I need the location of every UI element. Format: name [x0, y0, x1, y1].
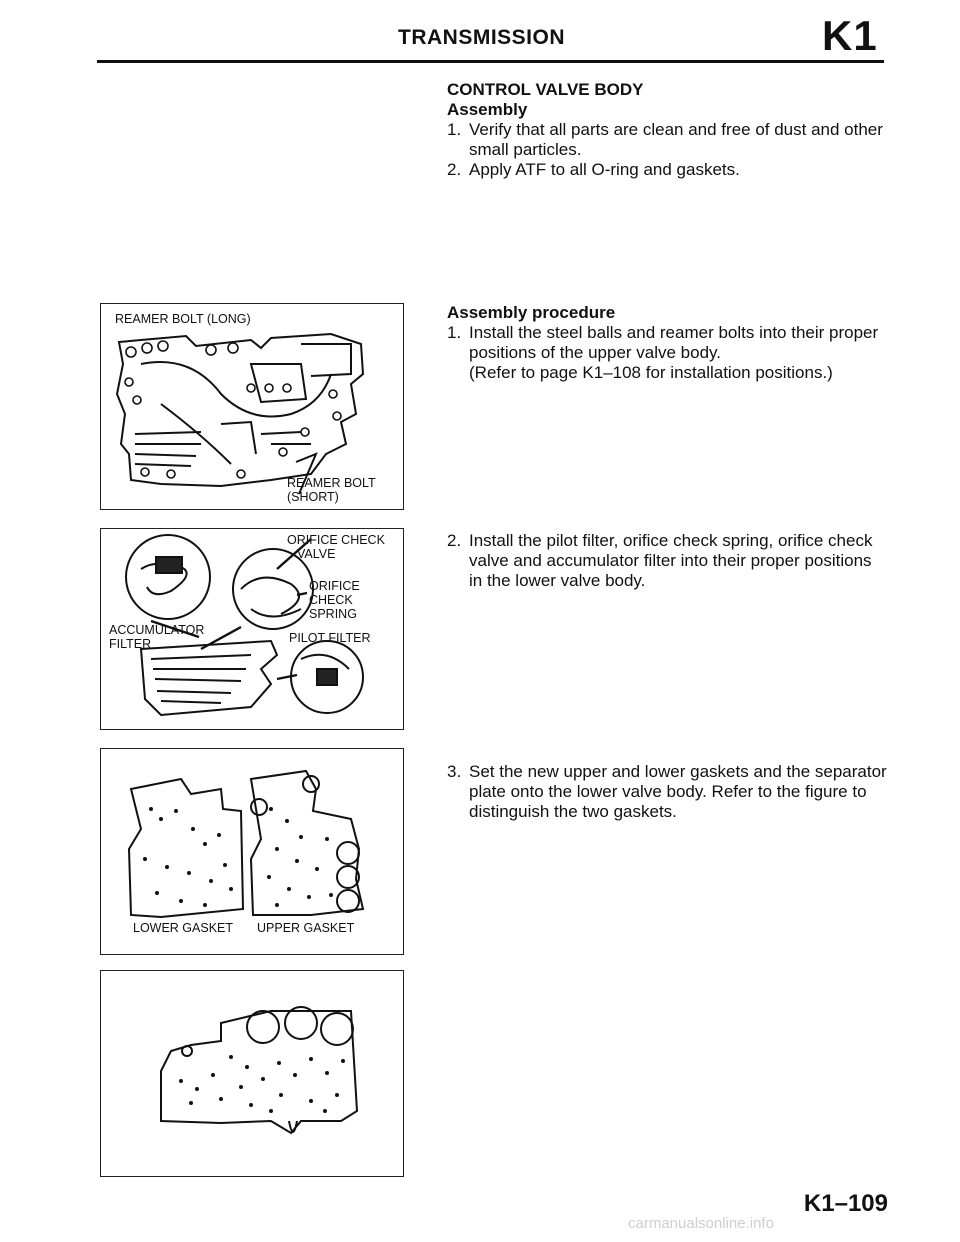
page-header-title: TRANSMISSION: [398, 26, 566, 49]
step-text: Install the pilot filter, orifice check spring, orifice check valve and accumulator filter into their proper positions in the lower valve body.: [469, 531, 873, 590]
procedure-step-3: [447, 762, 887, 822]
figure-separator-plate: [100, 970, 404, 1177]
step-text: Verify that all parts are clean and free of dust and other small particles.: [469, 120, 883, 159]
step-note: (Refer to page K1–108 for installation positions.): [469, 363, 833, 382]
intro-section: [447, 80, 887, 180]
separator-plate-drawing: [101, 971, 403, 1176]
procedure-step-2-block: [447, 531, 887, 591]
label-reamer-bolt-short-line1: REAMER BOLT: [287, 476, 376, 490]
procedure-step-1-block: [447, 303, 887, 383]
label-pilot-filter: PILOT FILTER: [289, 631, 371, 645]
label-lower-gasket: LOWER GASKET: [133, 921, 234, 935]
figure-filters-check-valve: [100, 528, 404, 730]
label-reamer-bolt-long: REAMER BOLT (LONG): [115, 312, 251, 326]
label-reamer-bolt-short: [287, 476, 376, 504]
label-spring-line2: CHECK: [309, 593, 353, 607]
label-upper-gasket: UPPER GASKET: [257, 921, 355, 935]
label-spring-line1: ORIFICE: [309, 579, 360, 593]
intro-step-2: [447, 160, 887, 180]
header-rule: [97, 60, 884, 63]
label-orifice-check-spring: [309, 579, 360, 621]
watermark: carmanualsonline.info: [628, 1215, 774, 1232]
label-accumulator-line1: ACCUMULATOR: [109, 623, 205, 637]
procedure-step-2: [447, 531, 887, 591]
label-orifice-check-line2: VALVE: [297, 547, 336, 561]
label-accumulator-filter: [109, 623, 204, 651]
figure-gaskets: [100, 748, 404, 955]
intro-step-1: [447, 120, 887, 160]
label-reamer-bolt-short-line2: (SHORT): [287, 490, 339, 504]
label-spring-line3: SPRING: [309, 607, 357, 621]
figure-reamer-bolts: [100, 303, 404, 510]
step-number: 1.: [447, 323, 462, 342]
section-heading: CONTROL VALVE BODY: [447, 80, 644, 99]
step-text: Install the steel balls and reamer bolts into their proper positions of the upper valve body.: [469, 323, 879, 362]
label-accumulator-line2: FILTER: [109, 637, 152, 651]
step-text: Set the new upper and lower gaskets and the separator plate onto the lower valve body. Refer to the figure to distinguish the two gaskets.: [469, 762, 887, 821]
section-subheading: Assembly: [447, 100, 528, 119]
step-number: 1.: [447, 120, 462, 139]
step-number: 3.: [447, 762, 462, 781]
page-number: K1–109: [803, 1190, 888, 1217]
procedure-heading: Assembly procedure: [447, 303, 616, 322]
procedure-step-3-block: [447, 762, 887, 822]
label-orifice-check-valve: [287, 533, 385, 561]
section-code: K1: [822, 12, 878, 59]
step-number: 2.: [447, 160, 462, 179]
step-number: 2.: [447, 531, 462, 550]
procedure-step-1: [447, 323, 887, 383]
label-orifice-check-line1: ORIFICE CHECK: [287, 533, 385, 547]
step-text: Apply ATF to all O-ring and gaskets.: [469, 160, 740, 179]
